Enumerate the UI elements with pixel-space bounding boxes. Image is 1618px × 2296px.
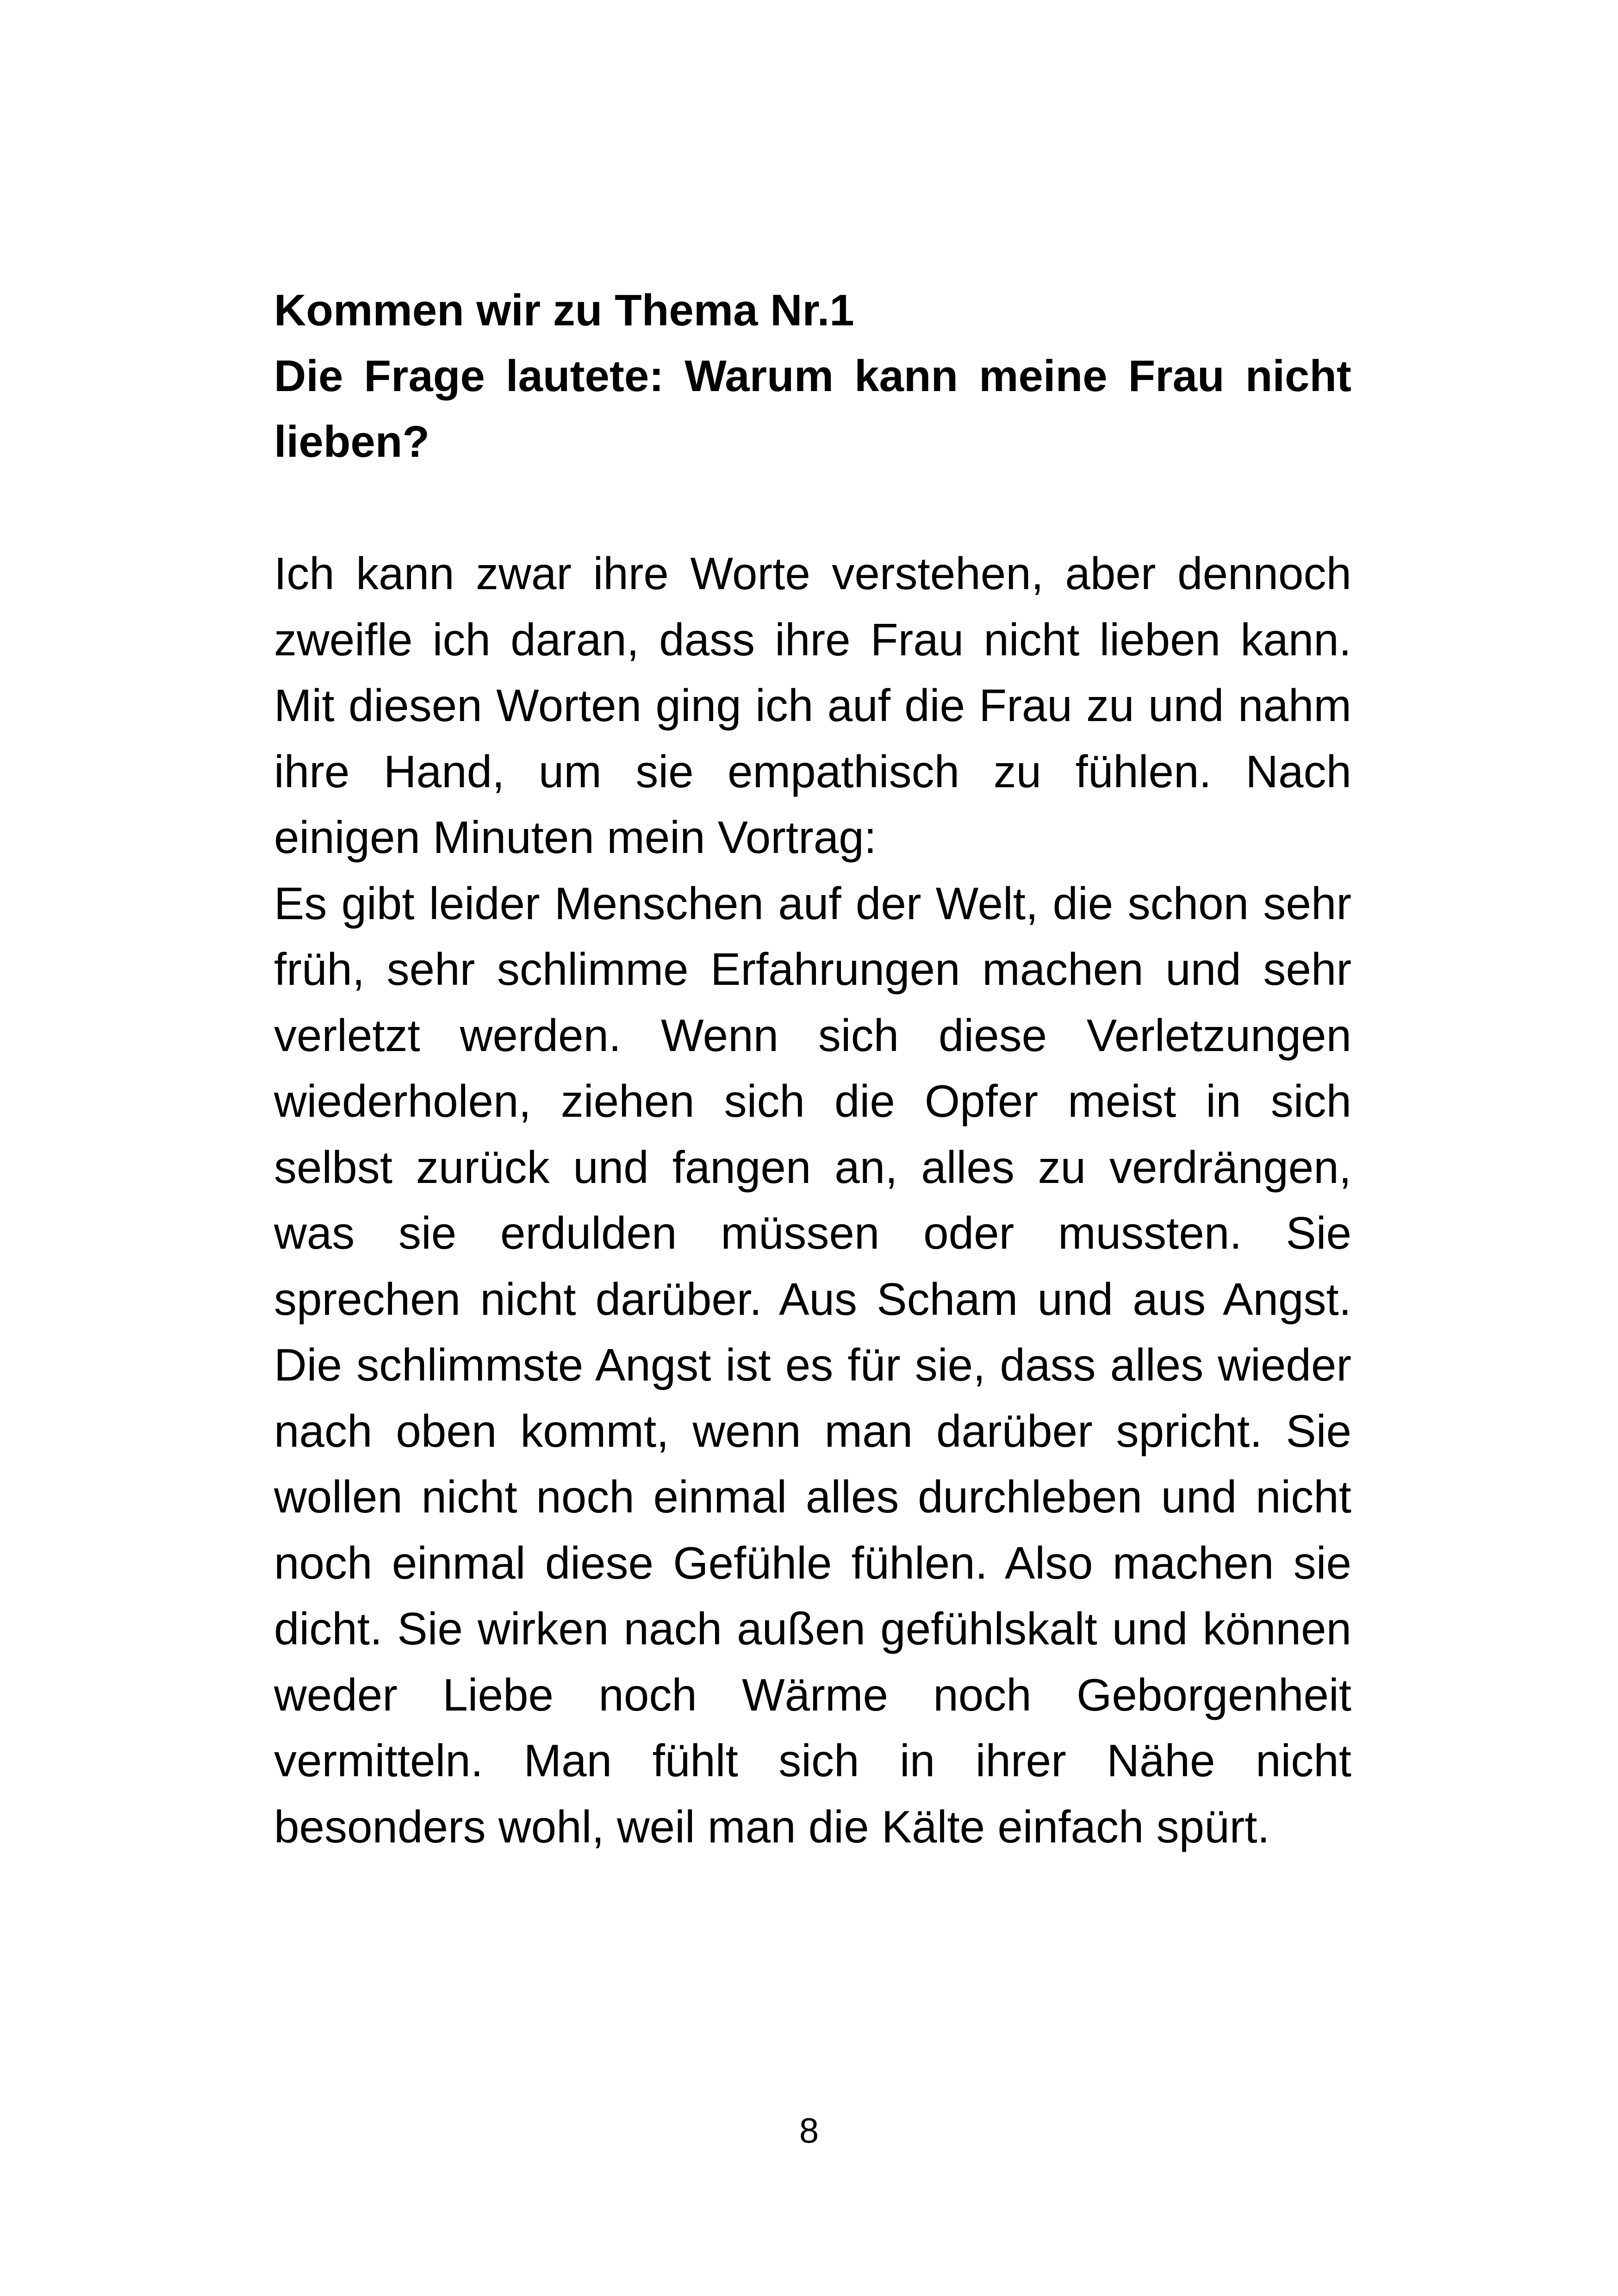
heading-spacer bbox=[274, 475, 1351, 541]
section-question: Die Frage lautete: Warum kann meine Frau nicht lieben? bbox=[274, 351, 1351, 467]
body-paragraph-intro: Ich kann zwar ihre Worte verstehen, aber dennoch zweifle ich daran, dass ihre Frau nicht lieben kann. Mit diesen Worten ging ich auf die Frau zu und nahm ihre Hand, um sie empathisch zu fühlen. Nach einigen Minuten mein Vortrag: bbox=[274, 548, 1351, 863]
page-content bbox=[274, 278, 1351, 1860]
page-number: 8 bbox=[799, 2111, 819, 2151]
section-heading: Kommen wir zu Thema Nr.1 bbox=[274, 286, 854, 335]
body-paragraph-main: Es gibt leider Menschen auf der Welt, die schon sehr früh, sehr schlimme Erfahrungen machen und sehr verletzt werden. Wenn sich diese Verletzungen wiederholen, ziehen sich die Opfer meist in sich selbst zurück und fangen an, alles zu verdrängen, was sie erdulden müssen oder mussten. Sie sprechen nicht darüber. Aus Scham und aus Angst. Die schlimmste Angst ist es für sie, dass alles wieder nach oben kommt, wenn man darüber spricht. Sie wollen nicht noch einmal alles durchleben und nicht noch einmal diese Gefühle fühlen. Also machen sie dicht. Sie wirken nach außen gefühlskalt und können weder Liebe noch Wärme noch Geborgenheit vermitteln. Man fühlt sich in ihrer Nähe nicht besonders wohl, weil man die Kälte einfach spürt. bbox=[274, 877, 1351, 1852]
